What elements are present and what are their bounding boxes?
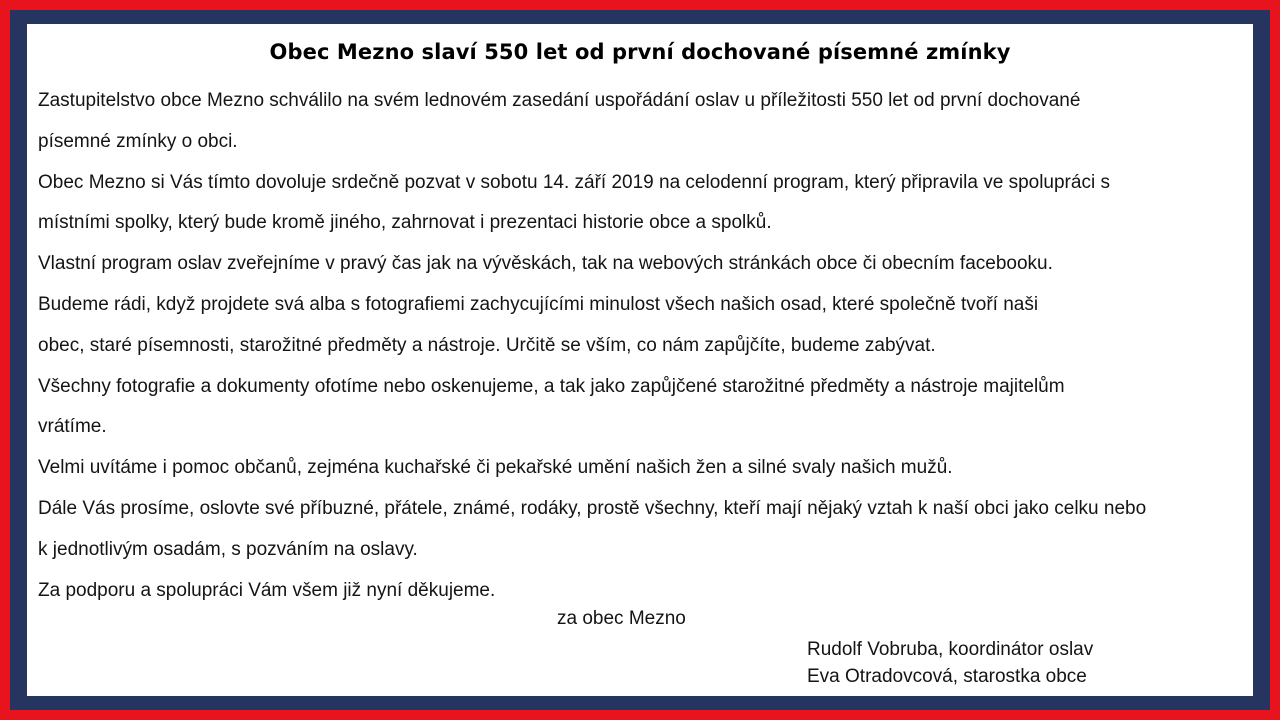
text-line: písemné zmínky o obci. xyxy=(38,130,238,152)
signatories-block xyxy=(807,636,1093,690)
text-line: Zastupitelstvo obce Mezno schválilo na svém lednovém zasedání uspořádání oslav u příležitosti 550 let od první dochované xyxy=(38,90,1081,111)
text-line: Obec Mezno si Vás tímto dovoluje srdečně pozvat v sobotu 14. září 2019 na celodenní program, který připravila ve spolupráci s xyxy=(38,171,1110,193)
invitation-body xyxy=(38,87,1243,617)
text-line: Velmi uvítáme i pomoc občanů, zejména kuchařské či pekařské umění našich žen a silné svaly našich mužů. xyxy=(38,457,953,479)
text-line: Dále Vás prosíme, oslovte své příbuzné, přátele, známé, rodáky, prostě všechny, kteří mají nějaký vztah k naší obci jako celku nebo xyxy=(38,497,1147,519)
text-line: Vlastní program oslav zveřejníme v pravý čas jak na vývěskách, tak na webových stránkách obce či obecním facebooku. xyxy=(38,253,1053,275)
signatory-coordinator: Rudolf Vobruba, koordinátor oslav xyxy=(807,639,1094,660)
page-title: Obec Mezno slaví 550 let od první dochované písemné zmínky xyxy=(269,40,1011,64)
text-line: vrátíme. xyxy=(38,416,107,438)
text-line: Všechny fotografie a dokumenty ofotíme nebo oskenujeme, a tak jako zapůjčené starožitné předměty a nástroje majitelům xyxy=(38,375,1065,397)
text-line: místními spolky, který bude kromě jiného, zahrnovat i prezentaci historie obce a spolků. xyxy=(38,212,772,234)
text-line: k jednotlivým osadám, s pozváním na oslavy. xyxy=(38,538,418,560)
invitation-page xyxy=(27,24,1253,696)
signatory-mayor: Eva Otradovcová, starostka obce xyxy=(807,666,1087,687)
text-line: Za podporu a spolupráci Vám všem již nyní děkujeme. xyxy=(38,579,496,601)
signature-label: za obec Mezno xyxy=(557,608,686,629)
text-line: Budeme rádi, když projdete svá alba s fotografiemi zachycujícími minulost všech našich osad, které společně tvoří naši xyxy=(38,293,1039,315)
text-line: obec, staré písemnosti, starožitné předměty a nástroje. Určitě se vším, co nám zapůjčíte, budeme zabývat. xyxy=(38,334,936,356)
